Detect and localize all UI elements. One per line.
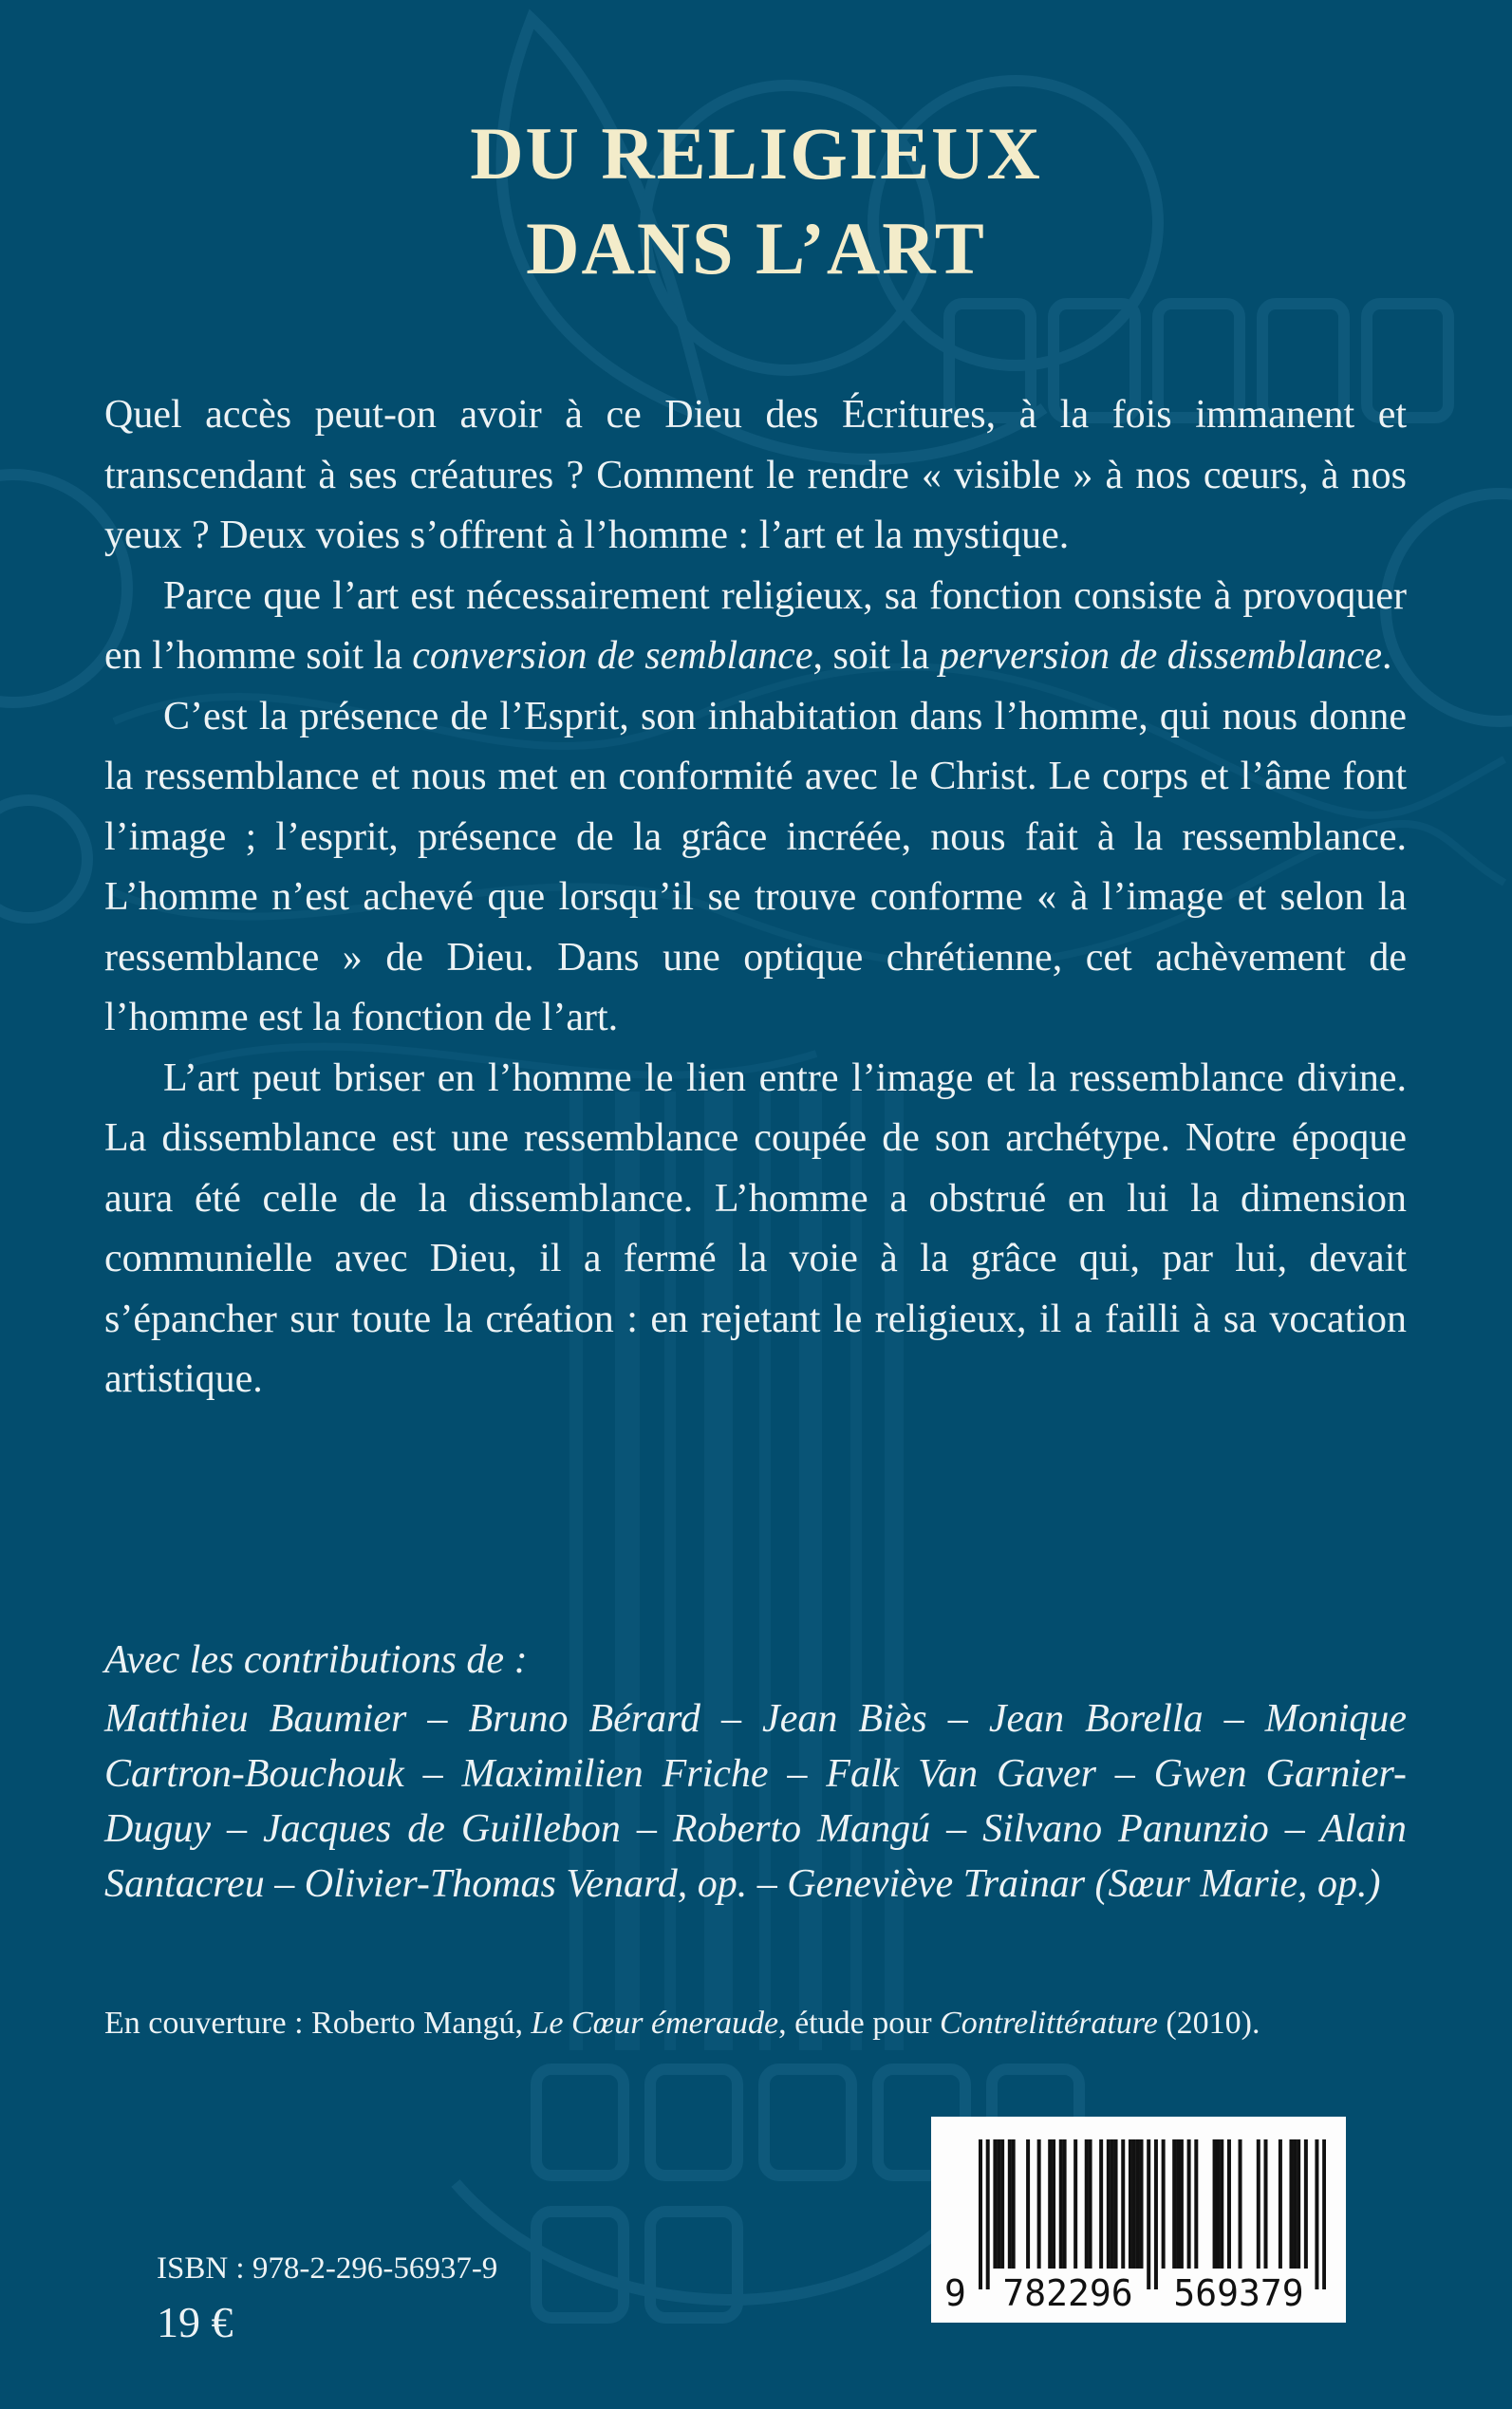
synopsis-paragraph: Parce que l’art est nécessairement religieux, sa fonction consiste à provoquer en l’homme soit la conversion de semblance, soit la perversion de dissemblance.	[104, 573, 1407, 678]
barcode-digits	[931, 2271, 1346, 2315]
barcode-digit-group: 569379	[1173, 2272, 1304, 2314]
book-title-line1: DU RELIGIEUX	[470, 112, 1042, 195]
isbn-text: ISBN : 978-2-296-56937-9	[157, 2251, 498, 2286]
contributors-names: Matthieu Baumier – Bruno Bérard – Jean Biès – Jean Borella – Monique Cartron-Bouchouk – Maximilien Friche – Falk Van Gaver – Gwen Garnier-Duguy – Jacques de Guillebon – Roberto Mangú – Silvano Panunzio – Alain Santacreu – Olivier-Thomas Venard, op. – Geneviève Trainar (Sœur Marie, op.)	[104, 1697, 1407, 1906]
cover-credit-line: En couverture : Roberto Mangú, Le Cœur émeraude, étude pour Contrelittérature (2010).	[104, 2006, 1260, 2041]
contributors-heading: Avec les contributions de :	[104, 1638, 528, 1682]
synopsis-paragraph: C’est la présence de l’Esprit, son inhabitation dans l’homme, qui nous donne la ressemblance et nous met en conformité avec le Christ. Le corps et l’âme font l’image ; l’esprit, présence de la grâce incréée, nous fait à la ressemblance. L’homme n’est achevé que lorsqu’il se trouve conforme « à l’image et selon la ressemblance » de Dieu. Dans une optique chrétienne, cet achèvement de l’homme est la fonction de l’art.	[104, 694, 1407, 1039]
synopsis-paragraph: Quel accès peut-on avoir à ce Dieu des Écritures, à la fois immanent et transcendant à ses créatures ? Comment le rendre « visible » à nos cœurs, à nos yeux ? Deux voies s’offrent à l’homme : l’art et la mystique.	[104, 393, 1407, 557]
price-text: 19 €	[157, 2298, 233, 2346]
book-title-line2: DANS L’ART	[526, 207, 986, 289]
barcode	[931, 2117, 1346, 2323]
contributors-section	[104, 1633, 1407, 1912]
synopsis-text	[104, 385, 1407, 1410]
book-title	[0, 106, 1512, 296]
barcode-bars	[979, 2139, 1326, 2291]
synopsis-paragraph: L’art peut briser en l’homme le lien entre l’image et la ressemblance divine. La dissemblance est une ressemblance coupée de son archétype. Notre époque aura été celle de la dissemblance. L’homme a obstrué en lui la dimension communielle avec Dieu, il a fermé la voie à la grâce qui, par lui, devait s’épancher sur toute la création : en rejetant le religieux, il a failli à sa vocation artistique.	[104, 1055, 1407, 1401]
barcode-digit-group: 9	[944, 2272, 966, 2314]
barcode-digit-group: 782296	[1002, 2272, 1133, 2314]
